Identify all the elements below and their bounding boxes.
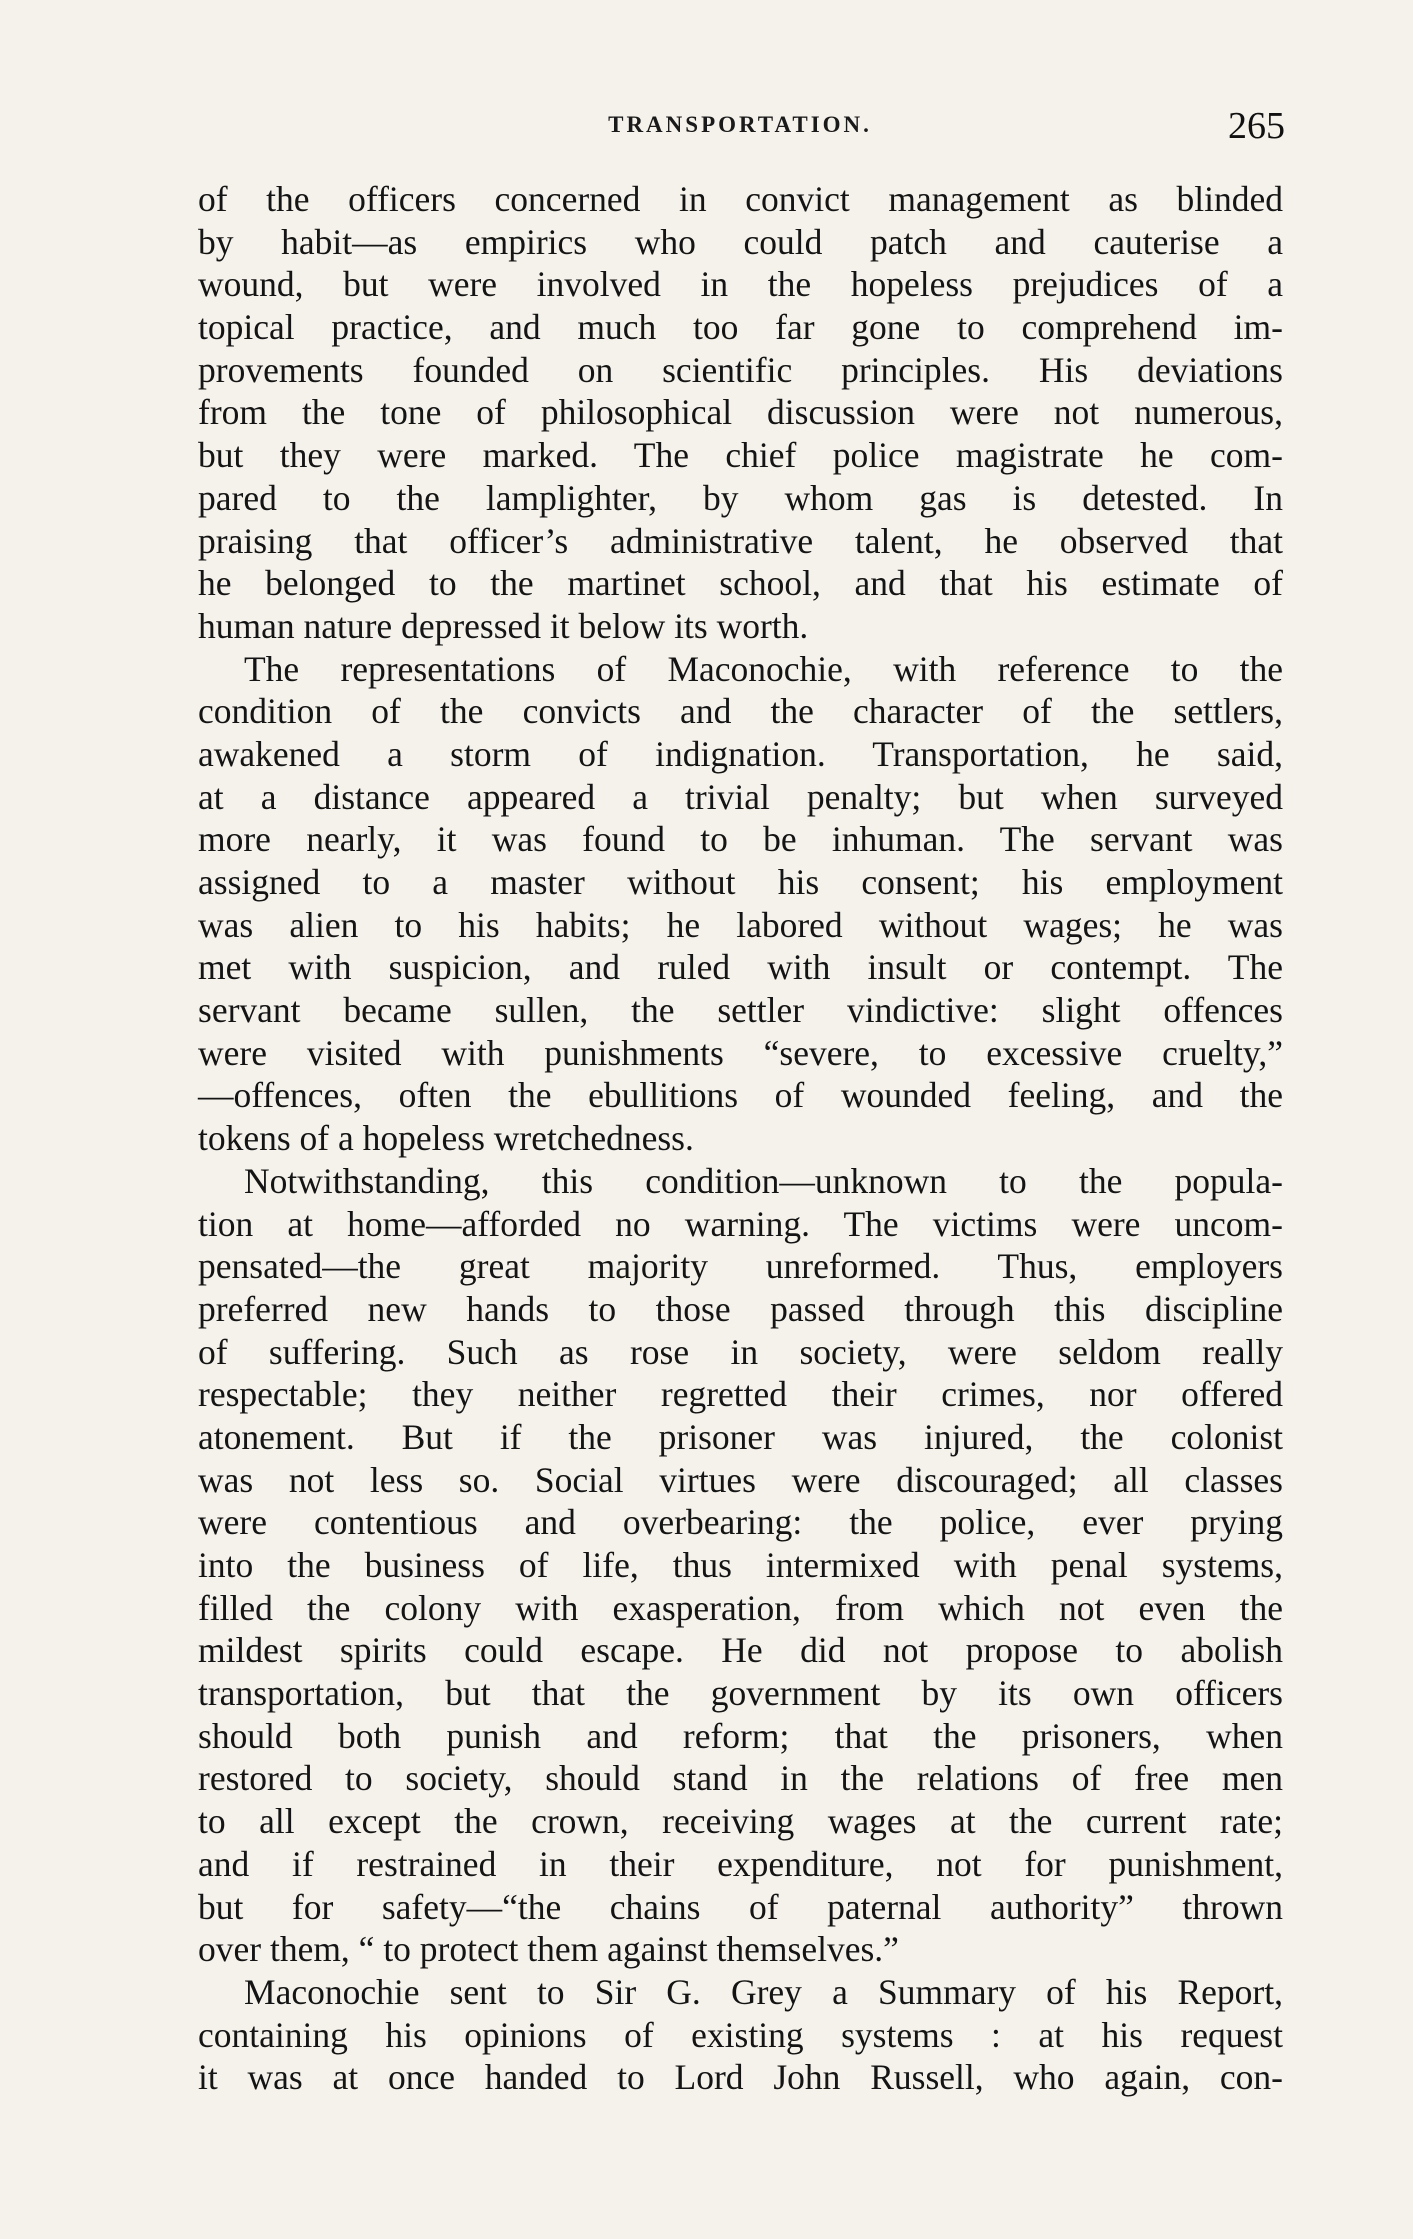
paragraph <box>198 648 1283 1160</box>
text-line: wound, but were involved in the hopeless prejudices of a <box>198 264 1283 305</box>
text-line: to all except the crown, receiving wages at the current rate; <box>198 1801 1283 1842</box>
paragraph <box>198 1160 1283 1971</box>
text-line: servant became sullen, the settler vindictive: slight offences <box>198 990 1283 1031</box>
text-line: assigned to a master without his consent; his employment <box>198 862 1283 902</box>
text-line: preferred new hands to those passed through this discipline <box>198 1288 1283 1329</box>
paragraph <box>198 1971 1283 2099</box>
text-line: tokens of a hopeless wretchedness. <box>198 1118 694 1159</box>
text-line: from the tone of philosophical discussion were not numerous, <box>198 392 1283 433</box>
text-line: over them, “ to protect them against themselves.” <box>198 1929 899 1970</box>
text-line: and if restrained in their expenditure, not for punishment, <box>198 1843 1283 1884</box>
text-line: transportation, but that the government by its own officers <box>198 1673 1283 1714</box>
text-line: human nature depressed it below its worth. <box>198 605 809 646</box>
text-line: by habit—as empirics who could patch and cauterise a <box>198 221 1283 262</box>
text-line: atonement. But if the prisoner was injured, the colonist <box>198 1416 1283 1457</box>
text-line: was not less so. Social virtues were discouraged; all classes <box>198 1459 1283 1500</box>
text-line: it was at once handed to Lord John Russell, who again, con- <box>198 2057 1283 2098</box>
text-line: he belonged to the martinet school, and that his estimate of <box>198 563 1283 604</box>
running-head <box>195 105 1285 148</box>
text-line: praising that officer’s administrative talent, he observed that <box>198 520 1283 561</box>
text-line: pensated—the great majority unreformed. Thus, employers <box>198 1246 1283 1287</box>
text-line: filled the colony with exasperation, from which not even the <box>198 1587 1283 1628</box>
text-line: awakened a storm of indignation. Transportation, he said, <box>198 733 1283 774</box>
text-line: at a distance appeared a trivial penalty; but when surveyed <box>198 776 1283 817</box>
text-line: but they were marked. The chief police magistrate he com- <box>198 435 1283 476</box>
text-line: containing his opinions of existing systems : at his request <box>198 2014 1283 2055</box>
text-line: pared to the lamplighter, by whom gas is detested. In <box>198 477 1283 518</box>
text-line: mildest spirits could escape. He did not propose to abolish <box>198 1630 1283 1671</box>
text-line: of the officers concerned in convict management as blinded <box>198 179 1283 219</box>
text-line: Notwithstanding, this condition—unknown to the popula- <box>244 1160 1283 1201</box>
text-line: The representations of Maconochie, with reference to the <box>244 648 1283 689</box>
text-line: topical practice, and much too far gone to comprehend im- <box>198 307 1283 348</box>
text-line: met with suspicion, and ruled with insult or contempt. The <box>198 947 1283 988</box>
text-line: were visited with punishments “severe, to excessive cruelty,” <box>198 1032 1283 1073</box>
text-line: tion at home—afforded no warning. The victims were uncom- <box>198 1203 1283 1244</box>
text-line: —offences, often the ebullitions of wounded feeling, and the <box>198 1075 1283 1116</box>
text-line: Maconochie sent to Sir G. Grey a Summary of his Report, <box>244 1971 1283 2012</box>
text-line: condition of the convicts and the character of the settlers, <box>198 691 1283 732</box>
text-line: respectable; they neither regretted their crimes, nor offered <box>198 1374 1283 1415</box>
text-line: but for safety—“the chains of paternal authority” thrown <box>198 1886 1283 1927</box>
text-line: were contentious and overbearing: the police, ever prying <box>198 1502 1283 1543</box>
text-line: into the business of life, thus intermixed with penal systems, <box>198 1545 1283 1585</box>
page-number: 265 <box>1228 105 1285 147</box>
paragraph <box>198 178 1283 648</box>
body-text <box>198 178 1283 2099</box>
text-line: restored to society, should stand in the relations of free men <box>198 1758 1283 1799</box>
text-line: more nearly, it was found to be inhuman. The servant was <box>198 819 1283 860</box>
text-line: was alien to his habits; he labored without wages; he was <box>198 904 1283 945</box>
running-title: TRANSPORTATION. <box>608 112 872 137</box>
text-line: provements founded on scientific principles. His deviations <box>198 349 1283 390</box>
text-line: should both punish and reform; that the prisoners, when <box>198 1715 1283 1756</box>
text-line: of suffering. Such as rose in society, were seldom really <box>198 1331 1283 1372</box>
